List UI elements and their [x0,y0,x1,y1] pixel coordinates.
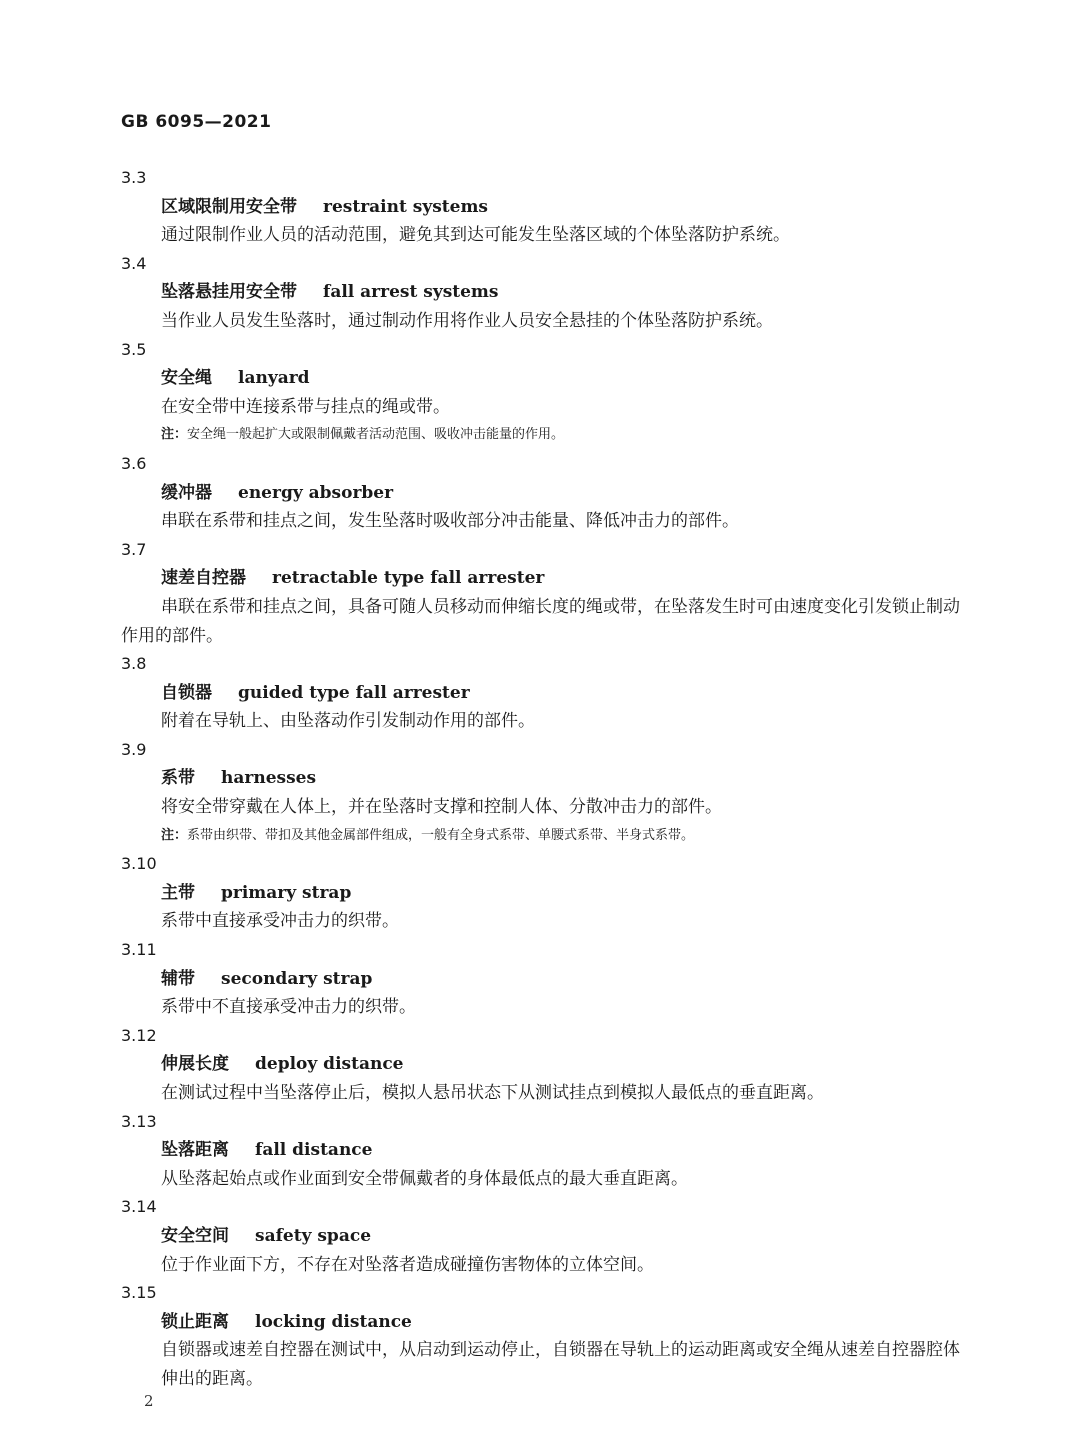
term-number: 3.11 [121,940,157,960]
term-entry [0,936,1080,1022]
term-entry [0,450,1080,536]
term-heading [0,193,1080,222]
note-label: 注： [161,827,188,843]
term-chinese: 坠落悬挂用安全带 [161,282,297,303]
note-text: 安全绳一般起扩大或限制佩戴者活动范围、吸收冲击能量的作用。 [187,427,565,443]
term-definition: 串联在系带和挂点之间，发生坠落时吸收部分冲击能量、降低冲击力的部件。 [161,511,739,532]
term-chinese: 速差自控器 [161,568,246,589]
term-note [0,822,1080,851]
term-number: 3.8 [121,654,147,674]
term-heading [0,1050,1080,1079]
term-definition: 附着在导轨上、由坠落动作引发制动作用的部件。 [161,711,535,732]
term-entry [0,736,1080,850]
term-chinese: 区域限制用安全带 [161,196,297,217]
term-heading [0,278,1080,307]
term-english: primary strap [221,882,352,903]
term-definition: 当作业人员发生坠落时，通过制动作用将作业人员安全悬挂的个体坠落防护系统。 [161,310,773,331]
term-definition: 系带中直接承受冲击力的织带。 [161,911,399,932]
term-english: harnesses [221,768,317,789]
terms-and-definitions-list [0,164,1080,1394]
term-number: 3.9 [121,739,147,759]
term-definition: 在安全带中连接系带与挂点的绳或带。 [161,396,450,417]
term-number: 3.12 [121,1025,157,1045]
term-definition: 位于作业面下方，不存在对坠落者造成碰撞伤害物体的立体空间。 [161,1254,654,1275]
note-label: 注： [161,427,188,443]
term-entry [0,164,1080,250]
term-definition: 串联在系带和挂点之间，具备可随人员移动而伸缩长度的绳或带，在坠落发生时可由速度变化引发锁止制动作用的部件。 [121,596,960,646]
standard-code-header: GB 6095—2021 [121,112,272,132]
term-heading [0,965,1080,994]
term-entry [0,1108,1080,1194]
term-english: fall distance [255,1140,373,1161]
term-chinese: 系带 [161,768,195,789]
term-entry [0,336,1080,450]
term-definition: 将安全带穿戴在人体上，并在坠落时支撑和控制人体、分散冲击力的部件。 [161,797,722,818]
term-entry [0,536,1080,650]
term-heading [0,879,1080,908]
term-english: secondary strap [221,968,373,989]
term-number: 3.4 [121,253,147,273]
term-number: 3.5 [121,339,147,359]
term-number: 3.6 [121,453,147,473]
term-heading [0,1222,1080,1251]
term-definition: 在测试过程中当坠落停止后，模拟人悬吊状态下从测试挂点到模拟人最低点的垂直距离。 [161,1083,824,1103]
term-chinese: 伸展长度 [161,1054,229,1075]
term-chinese: 坠落距离 [161,1140,229,1161]
term-heading [0,564,1080,593]
term-english: energy absorber [238,482,394,503]
term-chinese: 安全空间 [161,1225,229,1246]
term-heading [0,479,1080,508]
term-number: 3.14 [121,1197,157,1217]
term-heading [0,764,1080,793]
term-number: 3.13 [121,1111,157,1131]
term-heading [0,364,1080,393]
term-heading [0,1308,1080,1337]
term-definition: 通过限制作业人员的活动范围，避免其到达可能发生坠落区域的个体坠落防护系统。 [161,225,790,246]
term-english: retractable type fall arrester [272,568,545,589]
term-english: safety space [255,1225,372,1246]
term-chinese: 辅带 [161,968,195,989]
term-number: 3.3 [121,168,147,187]
term-chinese: 主带 [161,882,195,903]
term-number: 3.10 [121,854,157,874]
page-number: 2 [144,1392,154,1410]
term-english: lanyard [238,368,310,389]
term-definition: 系带中不直接承受冲击力的织带。 [161,997,416,1018]
term-chinese: 安全绳 [161,368,212,389]
term-heading [0,679,1080,708]
term-entry [0,650,1080,736]
term-definition: 从坠落起始点或作业面到安全带佩戴者的身体最低点的最大垂直距离。 [161,1168,688,1189]
term-english: fall arrest systems [323,282,499,303]
term-english: restraint systems [323,196,489,217]
term-heading [0,1136,1080,1165]
term-english: guided type fall arrester [238,682,470,703]
term-entry [0,1022,1080,1108]
term-entry [0,1279,1080,1393]
term-chinese: 锁止距离 [161,1311,229,1332]
term-entry [0,250,1080,336]
term-note [0,421,1080,450]
term-english: locking distance [255,1311,412,1332]
note-text: 系带由织带、带扣及其他金属部件组成，一般有全身式系带、单腰式系带、半身式系带。 [187,827,695,843]
term-number: 3.15 [121,1283,157,1303]
term-definition: 自锁器或速差自控器在测试中，从启动到运动停止，自锁器在导轨上的运动距离或安全绳从速差自控器腔体伸出的距离。 [161,1340,960,1389]
term-chinese: 缓冲器 [161,482,212,503]
term-entry [0,1193,1080,1279]
term-number: 3.7 [121,539,147,559]
term-entry [0,850,1080,936]
term-english: deploy distance [255,1054,404,1075]
term-chinese: 自锁器 [161,682,212,703]
